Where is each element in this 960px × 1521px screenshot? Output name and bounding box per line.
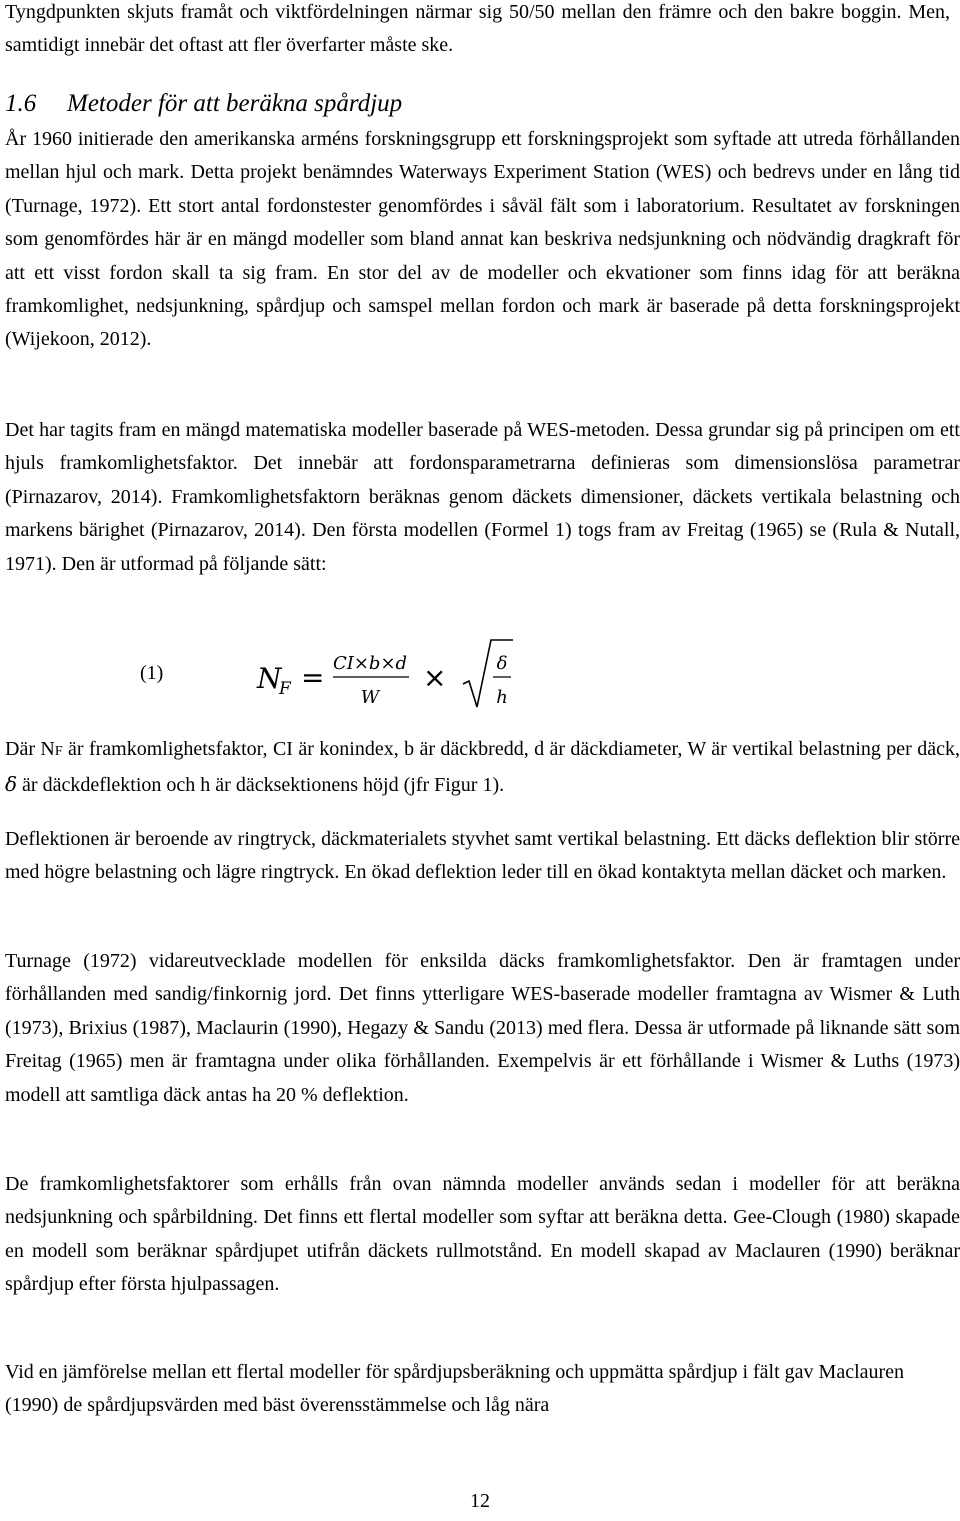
section-heading: [5, 88, 402, 120]
legend-text-b: är framkomlighetsfaktor, CI är konindex, b är däckbredd, d är däckdiameter, W är vertikal belastning per däck,: [62, 738, 960, 760]
formula-denominator: W: [360, 687, 380, 708]
paragraph-wes-history: År 1960 initierade den amerikanska arméns forskningsgrupp ett forskningsprojekt som syftade att utreda förhållanden mellan hjul och mark. Detta projekt benämndes Waterways Experiment Station (WES) och bedrevs under en lång tid (Turnage, 1972). Ett stort antal fordonstester genomfördes i såväl fält som i laboratorium. Resultatet av forskningen som genomfördes här är en mängd modeller som bland annat kan beskriva nedsjunkning och nödvändig dragkraft för att ett visst fordon skall ta sig fram. En stor del av de modeller och ekvationer som finns idag för att beräkna framkomlighet, nedsjunkning, spårdjup och samspel mellan fordon och mark är baserade på detta forskningsprojekt (Wijekoon, 2012).: [5, 128, 960, 351]
legend-text-c: är däckdeflektion och h är däcksektionens höjd (jfr Figur 1).: [17, 774, 505, 797]
legend-text-a: Där N: [5, 738, 55, 760]
section-title: Metoder för att beräkna spårdjup: [67, 90, 403, 117]
formula-equals: =: [301, 661, 325, 694]
paragraph-models-usage: De framkomlighetsfaktorer som erhålls från ovan nämnda modeller används sedan i modeller för att beräkna nedsjunkning och spårbildning. Det finns ett flertal modeller som syftar att beräkna detta. Gee-Clough (1980) skapade en modell som beräknar spårdjupet utifrån däckets rullmotstånd. En modell skapad av Maclauren (1990) beräknar spårdjup efter första hjulpassagen.: [5, 1173, 960, 1296]
paragraph-turnage: Turnage (1972) vidareutvecklade modellen för enksilda däcks framkomlighetsfaktor. Den är framtagen under förhållanden med sandig/finkornig jord. Det finns ytterligare WES-baserade modeller framtagna av Wismer & Luth (1973), Brixius (1987), Maclaurin (1990), Hegazy & Sandu (2013) med flera. Dessa är utformade på liknande sätt som Freitag (1965) men är framtagna under olika förhållanden. Exempelvis är ett förhållande i Wismer & Luths (1973) modell att samtliga däck antas ha 20 % deflektion.: [5, 950, 960, 1106]
formula-sqrt-numerator: δ: [496, 653, 508, 674]
formula-times: ×: [423, 661, 447, 694]
paragraph-wes-models: Det har tagits fram en mängd matematiska modeller baserade på WES-metoden. Dessa grundar sig på principen om ett hjuls framkomlighetsfaktor. Det innebär att fordonsparametrarna definieras som dimensionslösa parametrar (Pirnazarov, 2014). Framkomlighetsfaktorn beräknas genom däckets dimensioner, däckets vertikala belastning och markens bärighet (Pirnazarov, 2014). Den första modellen (Formel 1) togs fram av Freitag (1965) se (Rula & Nutall, 1971). Den är utformad på följande sätt:: [5, 419, 960, 575]
formula-lhs: N: [257, 662, 282, 695]
legend-delta: δ: [5, 772, 18, 797]
intro-paragraph: Tyngdpunkten skjuts framåt och viktfördelningen närmar sig 50/50 mellan den främre och den bakre boggin. Men, samtidigt innebär det oftast att fler överfarter måste ske.: [5, 1, 950, 57]
paragraph-formula-legend: [5, 733, 960, 803]
legend-subscript: F: [54, 744, 63, 759]
formula-sqrt-denominator: h: [496, 687, 508, 708]
page-number: 12: [470, 1490, 490, 1512]
formula-expression: [245, 632, 545, 712]
formula-1: [5, 632, 705, 712]
paragraph-deflection: Deflektionen är beroende av ringtryck, däckmaterialets styvhet samt vertikal belastning. Ett däcks deflektion blir större med högre belastning och lägre ringtryck. En ökad deflektion leder till en ökad kontaktyta mellan däcket och marken.: [5, 828, 960, 884]
formula-number: (1): [140, 662, 164, 684]
formula-numerator: CI×b×d: [332, 653, 408, 674]
formula-lhs-sub: F: [279, 679, 291, 699]
section-number: 1.6: [5, 90, 37, 117]
paragraph-comparison: Vid en jämförelse mellan ett flertal modeller för spårdjupsberäkning och uppmätta spårdjup i fält gav Maclauren (1990) de spårdjupsvärden med bäst överensstämmelse och låg nära: [5, 1361, 905, 1417]
